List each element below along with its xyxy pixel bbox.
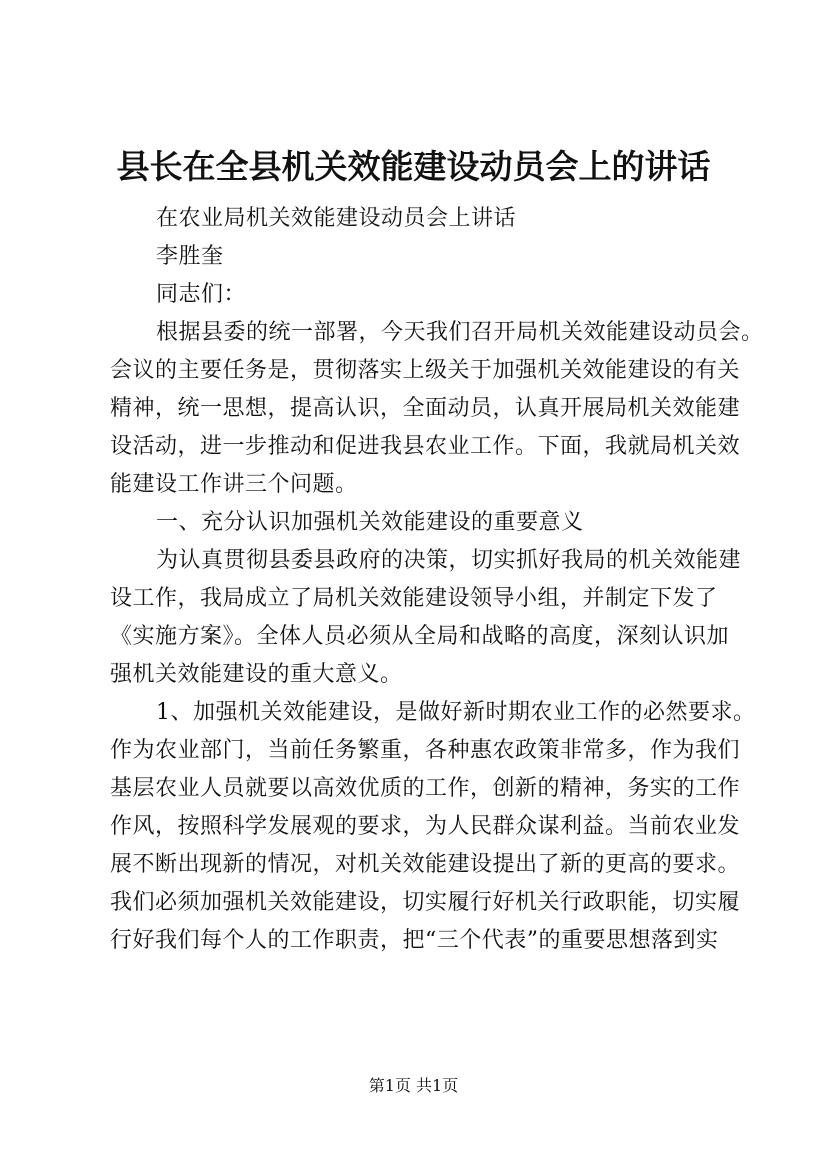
- text-line: 设工作，我局成立了局机关效能建设领导小组，并制定下发了: [110, 586, 718, 611]
- text-line: 设活动，进一步推动和促进我县农业工作。下面，我就局机关效: [110, 434, 741, 459]
- text-line: 能建设工作讲三个问题。: [110, 472, 358, 497]
- text-line: 展不断出现新的情况，对机关效能建设提出了新的更高的要求。: [110, 852, 741, 877]
- subtitle-line: 在农业局机关效能建设动员会上讲话: [156, 206, 517, 231]
- section-heading: 一、充分认识加强机关效能建设的重要意义: [156, 510, 584, 535]
- text-line: 1、加强机关效能建设，是做好新时期农业工作的必然要求。: [156, 700, 756, 725]
- text-line: 强机关效能建设的重大意义。: [110, 662, 403, 687]
- text-line: 我们必须加强机关效能建设，切实履行好机关行政职能，切实履: [110, 890, 741, 915]
- text-line: 《实施方案》。全体人员必须从全局和战略的高度，深刻认识加: [110, 624, 730, 649]
- document-body: [110, 200, 764, 960]
- text-line: 精神，统一思想，提高认识，全面动员，认真开展局机关效能建: [110, 396, 741, 421]
- salutation-line: 同志们：: [156, 282, 247, 307]
- text-line: 为认真贯彻县委县政府的决策，切实抓好我局的机关效能建: [156, 548, 742, 573]
- text-line: 作为农业部门，当前任务繁重，各种惠农政策非常多，作为我们: [110, 738, 741, 763]
- author-line: 李胜奎: [156, 244, 224, 269]
- page-footer: 第1页 共1页: [368, 1076, 459, 1095]
- text-line: 会议的主要任务是，贯彻落实上级关于加强机关效能建设的有关: [110, 358, 741, 383]
- document-title: 县长在全县机关效能建设动员会上的讲话: [116, 147, 711, 186]
- text-line: 行好我们每个人的工作职责，把“三个代表”的重要思想落到实: [110, 928, 719, 953]
- text-line: 根据县委的统一部署，今天我们召开局机关效能建设动员会。: [156, 320, 764, 345]
- text-line: 基层农业人员就要以高效优质的工作，创新的精神，务实的工作: [110, 776, 741, 801]
- text-line: 作风，按照科学发展观的要求，为人民群众谋利益。当前农业发: [110, 814, 741, 839]
